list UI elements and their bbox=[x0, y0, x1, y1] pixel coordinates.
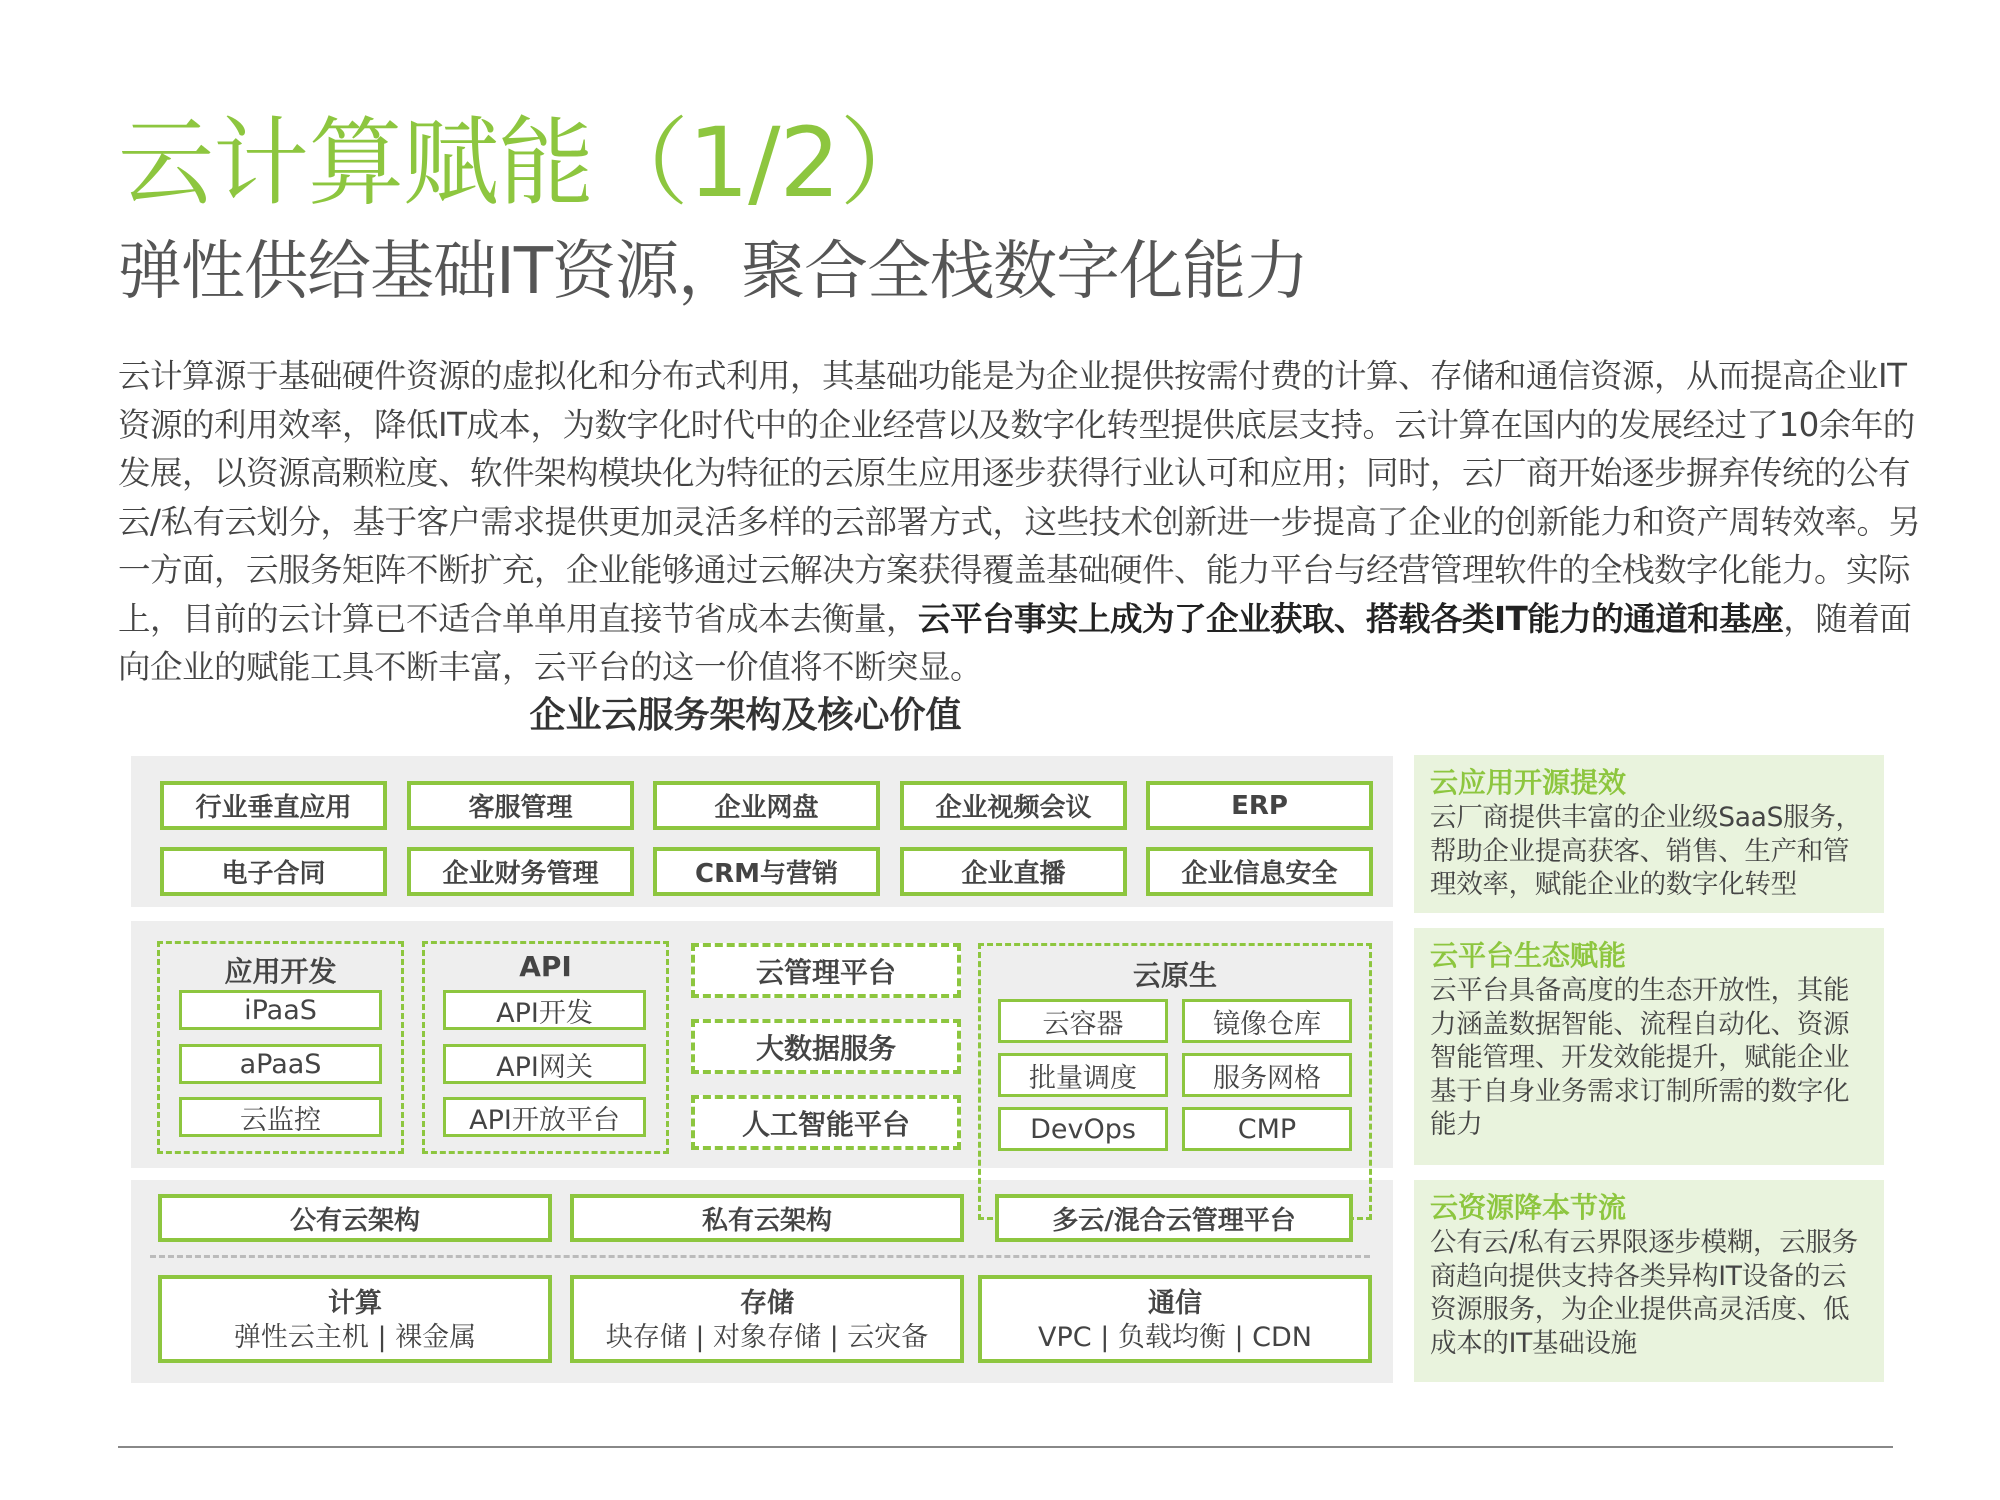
deploy-box: 公有云架构 bbox=[158, 1194, 552, 1242]
footer-rule bbox=[118, 1446, 1893, 1448]
panel-text: 公有云/私有云界限逐步模糊，云服务商趋向提供支持各类异构IT设备的云资源服务，为企业提供高灵活度、低成本的IT基础设施 bbox=[1430, 1227, 1858, 1359]
resource-sub: VPC | 负载均衡 | CDN bbox=[1038, 1322, 1312, 1353]
cloud-native-item: 服务网格 bbox=[1182, 1053, 1352, 1097]
cloud-native-title: 云原生 bbox=[1132, 959, 1217, 992]
dev-group-title: 应用开发 bbox=[224, 955, 337, 988]
app-box: 客服管理 bbox=[407, 781, 634, 830]
body-text-bold: 云平台事实上成为了企业获取、搭载各类IT能力的通道和基座 bbox=[918, 599, 1784, 638]
panel-title: 云应用开源提效 bbox=[1430, 766, 1627, 799]
api-item: API开发 bbox=[443, 990, 646, 1030]
resource-box-compute bbox=[158, 1275, 552, 1363]
resource-title: 存储 bbox=[740, 1288, 794, 1319]
body-paragraph bbox=[118, 352, 1938, 692]
panel-title: 云平台生态赋能 bbox=[1430, 939, 1627, 972]
diagram-title: 企业云服务架构及核心价值 bbox=[529, 695, 962, 736]
panel-text: 云厂商提供丰富的企业级SaaS服务，帮助企业提高获客、销售、生产和管理效率，赋能企业的数字化转型 bbox=[1430, 802, 1862, 900]
panel-text: 云平台具备高度的生态开放性，其能力涵盖数据智能、流程自动化、资源智能管理、开发效能提升，赋能企业基于自身业务需求订制所需的数字化能力 bbox=[1430, 975, 1850, 1140]
app-box: 企业直播 bbox=[900, 847, 1127, 896]
platform-service-box: 人工智能平台 bbox=[691, 1095, 961, 1150]
app-box: CRM与营销 bbox=[653, 847, 880, 896]
body-text-outro: ，随着面向企业的赋能工具不断丰富，云平台的这一价值将不断突显。 bbox=[118, 599, 1912, 686]
app-box: ERP bbox=[1146, 781, 1373, 830]
page-subtitle: 弹性供给基础IT资源，聚合全栈数字化能力 bbox=[118, 235, 1308, 309]
panel-title: 云资源降本节流 bbox=[1430, 1191, 1627, 1224]
cloud-native-item: 批量调度 bbox=[998, 1053, 1168, 1097]
dev-item: aPaaS bbox=[179, 1044, 382, 1084]
api-item: API开放平台 bbox=[443, 1097, 646, 1137]
resource-box-network bbox=[978, 1275, 1372, 1363]
value-panel-platform bbox=[1414, 928, 1884, 1165]
platform-service-box: 云管理平台 bbox=[691, 943, 961, 998]
value-panel-apps bbox=[1414, 755, 1884, 913]
dev-item: iPaaS bbox=[179, 990, 382, 1030]
deploy-box: 多云/混合云管理平台 bbox=[995, 1194, 1353, 1242]
app-box: 企业视频会议 bbox=[900, 781, 1127, 830]
page-title: 云计算赋能（1/2） bbox=[118, 107, 935, 219]
cloud-native-item: 镜像仓库 bbox=[1182, 999, 1352, 1043]
cloud-native-item: CMP bbox=[1182, 1107, 1352, 1151]
cloud-native-item: DevOps bbox=[998, 1107, 1168, 1151]
app-box: 企业网盘 bbox=[653, 781, 880, 830]
app-box: 企业财务管理 bbox=[407, 847, 634, 896]
resource-sub: 弹性云主机 | 裸金属 bbox=[233, 1322, 477, 1353]
platform-service-box: 大数据服务 bbox=[691, 1019, 961, 1074]
value-panel-resources bbox=[1414, 1180, 1884, 1382]
dev-item: 云监控 bbox=[179, 1097, 382, 1137]
api-group-title: API bbox=[519, 950, 572, 983]
app-box: 企业信息安全 bbox=[1146, 847, 1373, 896]
separator-line bbox=[150, 1255, 1370, 1258]
resource-title: 通信 bbox=[1148, 1288, 1202, 1319]
body-text-intro: 云计算源于基础硬件资源的虚拟化和分布式利用，其基础功能是为企业提供按需付费的计算、存储和通信资源，从而提高企业IT资源的利用效率，降低IT成本，为数字化时代中的企业经营以及数字化转型提供底层支持。云计算在国内的发展经过了10余年的发展，以资源高颗粒度、软件架构模块化为特征的云原生应用逐步获得行业认可和应用；同时，云厂商开始逐步摒弃传统的公有云/私有云划分，基于客户需求提供更加灵活多样的云部署方式，这些技术创新进一步提高了企业的创新能力和资产周转效率。另一方面，云服务矩阵不断扩充，企业能够通过云解决方案获得覆盖基础硬件、能力平台与经营管理软件的全栈数字化能力。实际上，目前的云计算已不适合单单用直接节省成本去衡量， bbox=[118, 357, 1921, 638]
resource-sub: 块存储 | 对象存储 | 云灾备 bbox=[605, 1322, 929, 1353]
resource-box-storage bbox=[570, 1275, 964, 1363]
cloud-native-item: 云容器 bbox=[998, 999, 1168, 1043]
resource-title: 计算 bbox=[328, 1288, 382, 1319]
api-item: API网关 bbox=[443, 1044, 646, 1084]
app-box: 行业垂直应用 bbox=[160, 781, 387, 830]
deploy-box: 私有云架构 bbox=[570, 1194, 964, 1242]
app-box: 电子合同 bbox=[160, 847, 387, 896]
